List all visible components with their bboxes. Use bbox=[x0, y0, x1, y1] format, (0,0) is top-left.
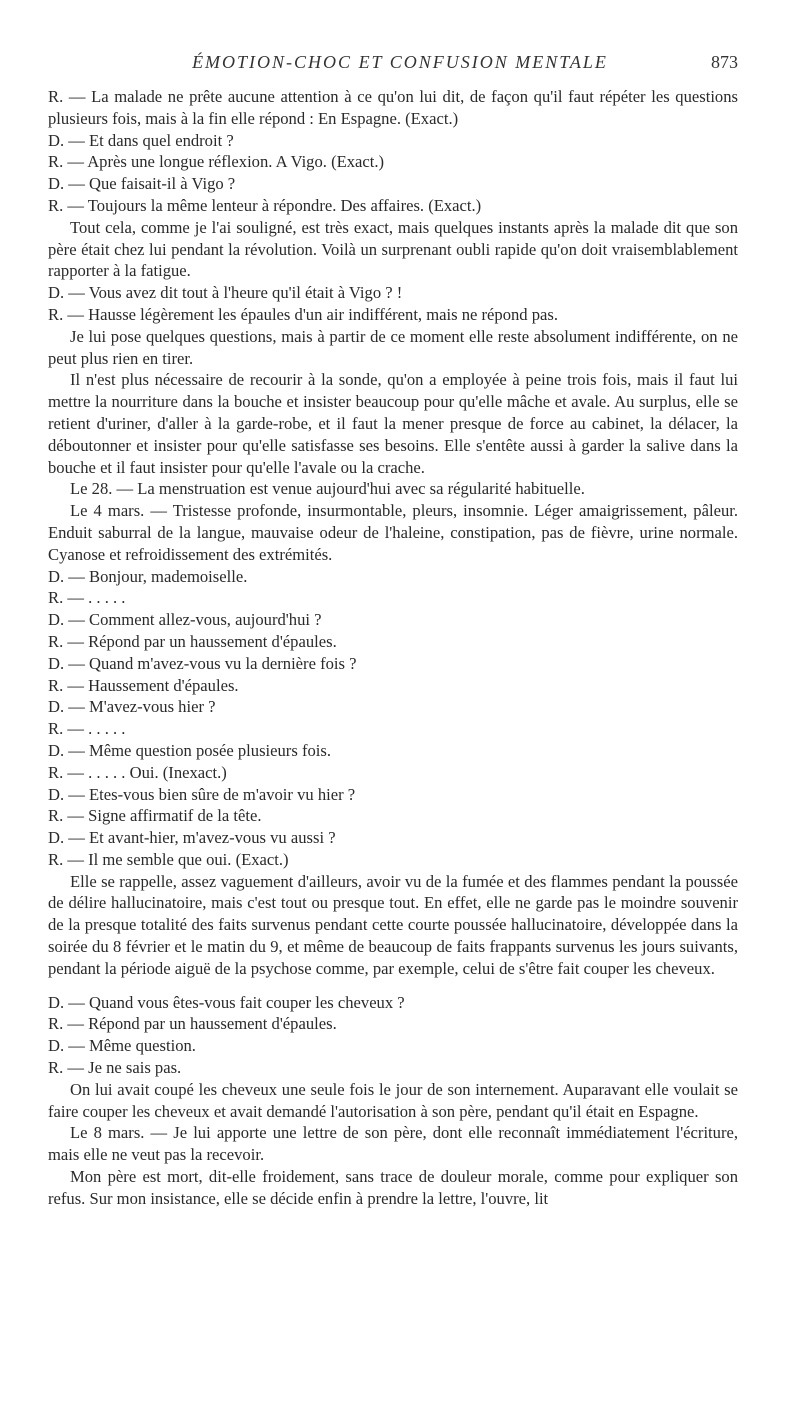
paragraph: R. — . . . . . bbox=[48, 588, 126, 608]
paragraph: D. — Que faisait-il à Vigo ? bbox=[48, 174, 236, 194]
paragraph: D. — Même question posée plusieurs fois. bbox=[48, 740, 331, 760]
paragraph: D. — Vous avez dit tout à l'heure qu'il était à Vigo ? ! bbox=[48, 283, 403, 303]
running-title: ÉMOTION-CHOC ET CONFUSION MENTALE bbox=[192, 52, 608, 72]
paragraph: R. — Hausse légèrement les épaules d'un air indifférent, mais ne répond pas. bbox=[48, 304, 559, 324]
paragraph: Le 28. — La menstruation est venue aujourd'hui avec sa régularité habituelle. bbox=[70, 479, 585, 499]
paragraph: D. — Quand m'avez-vous vu la dernière fois ? bbox=[48, 653, 357, 673]
paragraph: R. — Haussement d'épaules. bbox=[48, 675, 239, 695]
paragraph-spacer bbox=[48, 980, 738, 992]
paragraph: R. — Toujours la même lenteur à répondre. Des affaires. (Exact.) bbox=[48, 195, 482, 215]
page-header bbox=[0, 52, 800, 78]
paragraph: D. — Bonjour, mademoiselle. bbox=[48, 566, 248, 586]
paragraph: D. — Et avant-hier, m'avez-vous vu aussi ? bbox=[48, 828, 336, 848]
paragraph: R. — . . . . . bbox=[48, 719, 126, 739]
paragraph: D. — Etes-vous bien sûre de m'avoir vu hier ? bbox=[48, 784, 356, 804]
paragraph: Je lui pose quelques questions, mais à partir de ce moment elle reste absolument indifférente, on ne peut plus rien en tirer. bbox=[48, 326, 738, 368]
paragraph: R. — Signe affirmatif de la tête. bbox=[48, 806, 262, 826]
body-text bbox=[48, 86, 738, 1210]
page-number: 873 bbox=[711, 52, 738, 72]
paragraph: Le 4 mars. — Tristesse profonde, insurmontable, pleurs, insomnie. Léger amaigrissement, pâleur. Enduit saburral de la langue, mauvaise odeur de l'haleine, constipation, pas de fièvre, urine normale. Cyanose et refroidissement des extrémités. bbox=[48, 501, 738, 564]
paragraph: R. — Répond par un haussement d'épaules. bbox=[48, 631, 337, 651]
paragraph: D. — Comment allez-vous, aujourd'hui ? bbox=[48, 610, 322, 630]
paragraph: On lui avait coupé les cheveux une seule fois le jour de son internement. Auparavant elle voulait se faire couper les cheveux et avait demandé l'autorisation à son père, pendant qu'il était en Espagne. bbox=[48, 1079, 738, 1121]
paragraph: Le 8 mars. — Je lui apporte une lettre de son père, dont elle reconnaît immédiatement l'écriture, mais elle ne veut pas la recevoir. bbox=[48, 1123, 738, 1165]
paragraph: D. — Quand vous êtes-vous fait couper les cheveux ? bbox=[48, 992, 405, 1012]
paragraph: R. — Après une longue réflexion. A Vigo. (Exact.) bbox=[48, 152, 385, 172]
paragraph: D. — Même question. bbox=[48, 1036, 196, 1056]
paragraph: D. — M'avez-vous hier ? bbox=[48, 697, 216, 717]
paragraph: Mon père est mort, dit-elle froidement, sans trace de douleur morale, comme pour expliquer son refus. Sur mon insistance, elle se décide enfin à prendre la lettre, l'ouvre, lit bbox=[48, 1167, 738, 1208]
paragraph: Il n'est plus nécessaire de recourir à la sonde, qu'on a employée à peine trois fois, mais il faut lui mettre la nourriture dans la bouche et insister beaucoup pour qu'elle mâche et avale. Au surplus, elle se retient d'uriner, d'aller à la garde-robe, et il faut la mener presque de force au cabinet, la délacer, la déboutonner et insister pour qu'elle satisfasse ses besoins. Elle s'entête aussi à garder la salive dans la bouche et il faut insister pour qu'elle l'avale ou la crache. bbox=[48, 370, 738, 477]
paragraph: R. — Il me semble que oui. (Exact.) bbox=[48, 849, 289, 869]
paragraph: R. — Répond par un haussement d'épaules. bbox=[48, 1014, 337, 1034]
paragraph: R. — Je ne sais pas. bbox=[48, 1058, 182, 1078]
paragraph: R. — La malade ne prête aucune attention à ce qu'on lui dit, de façon qu'il faut répéter les questions plusieurs fois, mais à la fin elle répond : En Espagne. (Exact.) bbox=[48, 87, 738, 128]
paragraph: Elle se rappelle, assez vaguement d'ailleurs, avoir vu de la fumée et des flammes pendant la poussée de délire hallucinatoire, mais c'est tout ou presque tout. En effet, elle ne garde pas le moindre souvenir de la presque totalité des faits survenus pendant cette courte poussée hallucinatoire, développée dans la soirée du 8 février et le matin du 9, et même de beaucoup de faits frappants survenus les jours suivants, pendant la période aiguë de la psychose comme, par exemple, celui de s'être fait couper les cheveux. bbox=[48, 871, 738, 978]
paragraph: Tout cela, comme je l'ai souligné, est très exact, mais quelques instants après la malade dit que son père était chez lui pendant la révolution. Voilà un surprenant oubli rapide qu'on doit vraisemblablement rapporter à la fatigue. bbox=[48, 217, 738, 281]
paragraph: D. — Et dans quel endroit ? bbox=[48, 130, 234, 150]
paragraph: R. — . . . . . Oui. (Inexact.) bbox=[48, 762, 227, 782]
